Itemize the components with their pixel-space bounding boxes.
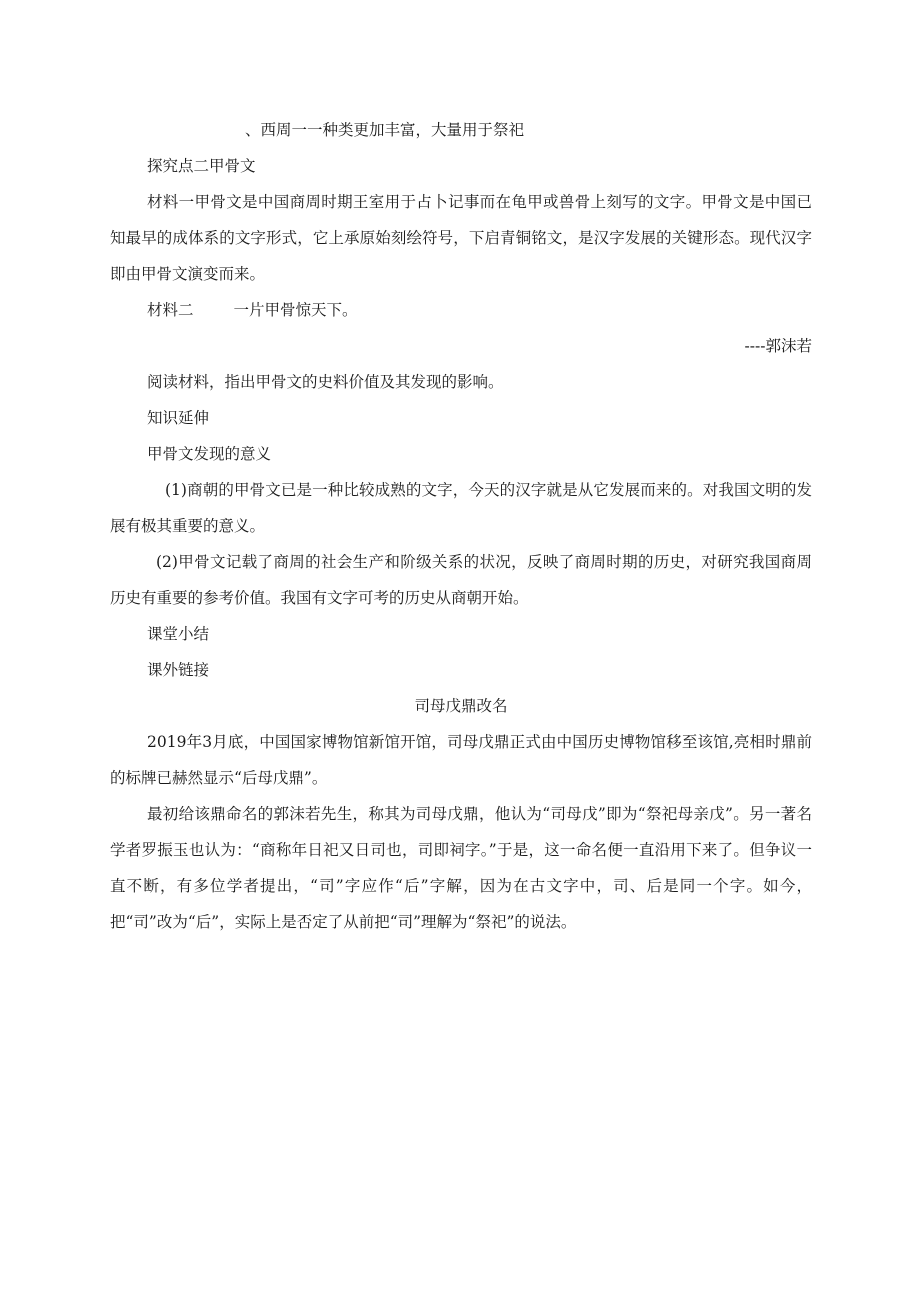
knowledge-extension-heading: 知识延伸 <box>147 409 210 427</box>
material-two-source: ----郭沫若 <box>744 337 812 355</box>
material-one-paragraph: 材料一甲骨文是中国商周时期王室用于占卜记事而在龟甲或兽骨上刻写的文字。甲骨文是中国已知最早的成体系的文字形式，它上承原始刻绘符号，下启青铜铭文，是汉字发展的关键形态。现代汉字即由甲骨文演变而来。 <box>110 193 812 283</box>
document-page <box>110 112 812 940</box>
article-paragraph-2: 最初给该鼎命名的郭沫若先生，称其为司母戊鼎，他认为“司母戊”即为“祭祀母亲戊”。另一著名学者罗振玉也认为：“商称年日祀又日司也，司即祠字。”于是，这一命名便一直沿用下来了。但争议一直不断，有多位学者提出，“司”字应作“后”字解，因为在古文字中，司、后是同一个字。如今，把“司”改为“后”，实际上是否定了从前把“司”理解为“祭祀”的说法。 <box>110 805 812 931</box>
west-zhou-line: 、西周一一种类更加丰富，大量用于祭祀 <box>245 121 525 139</box>
class-summary-heading: 课堂小结 <box>147 625 210 643</box>
question-text: 阅读材料，指出甲骨文的史料价值及其发现的影响。 <box>147 373 504 391</box>
external-links-heading: 课外链接 <box>147 661 210 679</box>
article-paragraph-1: 2019年3月底，中国国家博物馆新馆开馆，司母戊鼎正式由中国历史博物馆移至该馆,亮相时鼎前的标牌已赫然显示“后母戊鼎”。 <box>110 733 812 787</box>
material-two-line <box>110 292 812 328</box>
material-two-label: 材料二 <box>147 301 194 319</box>
significance-point-2: (2)甲骨文记载了商周的社会生产和阶级关系的状况，反映了商周时期的历史，对研究我国商周历史有重要的参考价值。我国有文字可考的历史从商朝开始。 <box>110 553 812 607</box>
explore-point-heading: 探究点二甲骨文 <box>147 157 256 175</box>
article-title: 司母戊鼎改名 <box>414 697 508 715</box>
significance-heading: 甲骨文发现的意义 <box>147 445 272 463</box>
material-two-text: 一片甲骨惊天下。 <box>233 301 358 319</box>
significance-point-1: (1)商朝的甲骨文已是一种比较成熟的文字，今天的汉字就是从它发展而来的。对我国文明的发展有极其重要的意义。 <box>110 481 812 535</box>
